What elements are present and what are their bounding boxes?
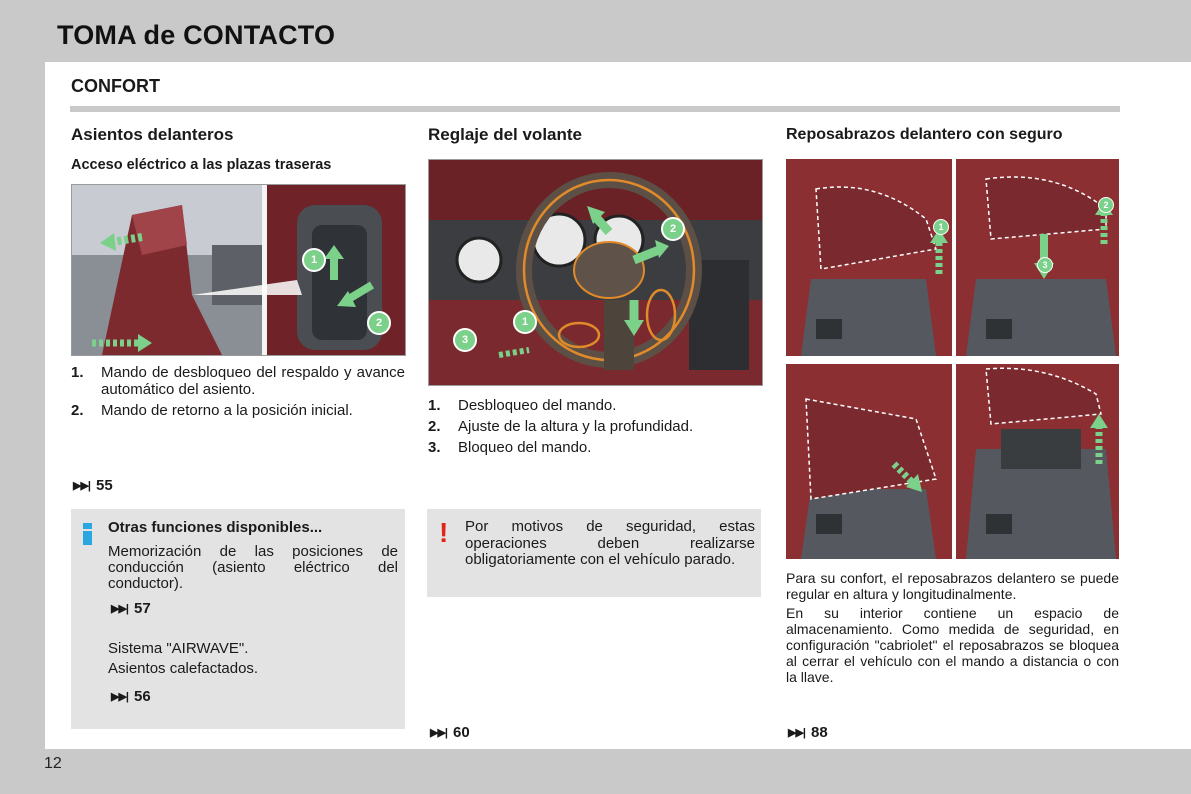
callout-2: 2 bbox=[1098, 197, 1114, 213]
fast-forward-icon: ▶▶| bbox=[73, 480, 90, 492]
section-divider bbox=[70, 106, 1120, 112]
seats-subheading: Acceso eléctrico a las plazas traseras bbox=[71, 157, 332, 173]
callout-1: 1 bbox=[513, 310, 537, 334]
steering-photo bbox=[428, 159, 763, 386]
armrest-illustration bbox=[786, 159, 1119, 559]
armrest-photo-grid bbox=[786, 159, 1119, 559]
info-line-heated-seats: Asientos calefactados. bbox=[108, 660, 259, 677]
steering-illustration bbox=[429, 160, 762, 385]
list-item: 2. Mando de retorno a la posición inicial. bbox=[71, 402, 353, 419]
armrest-heading: Reposabrazos delantero con seguro bbox=[786, 126, 1063, 143]
page-title: TOMA de CONTACTO bbox=[57, 20, 336, 50]
seat-photo bbox=[71, 184, 406, 356]
info-icon bbox=[83, 523, 93, 545]
section-title: CONFORT bbox=[71, 76, 160, 96]
warning-box bbox=[427, 509, 761, 597]
info-line-airwave: Sistema "AIRWAVE". bbox=[108, 640, 249, 657]
callout-2: 2 bbox=[367, 311, 391, 335]
callout-1: 1 bbox=[302, 248, 326, 272]
fast-forward-icon: ▶▶| bbox=[111, 603, 128, 615]
info-text: Memorización de las posiciones de conducción (asiento eléctrico del conductor). bbox=[108, 543, 398, 592]
page-number: 12 bbox=[44, 755, 62, 772]
seats-page-ref[interactable]: ▶▶| 55 bbox=[73, 477, 113, 494]
callout-2: 2 bbox=[661, 217, 685, 241]
steering-heading: Reglaje del volante bbox=[428, 125, 582, 144]
list-item: 1. Desbloqueo del mando. bbox=[428, 397, 617, 414]
warning-text: Por motivos de seguridad, estas operaciones deben realizarse obligatoriamente con el vehículo parado. bbox=[465, 518, 755, 568]
fast-forward-icon: ▶▶| bbox=[111, 691, 128, 703]
callout-3: 3 bbox=[1037, 257, 1053, 273]
list-item: 2. Ajuste de la altura y la profundidad. bbox=[428, 418, 694, 435]
info-page-ref-2[interactable]: ▶▶| 56 bbox=[111, 688, 151, 705]
callout-3: 3 bbox=[453, 328, 477, 352]
armrest-paragraph-1: Para su confort, el reposabrazos delantero se puede regular en altura y longitudinalmente. bbox=[786, 570, 1119, 602]
callout-1: 1 bbox=[933, 219, 949, 235]
seat-illustration bbox=[72, 185, 405, 355]
seats-list bbox=[71, 364, 405, 423]
armrest-paragraph-2: En su interior contiene un espacio de almacenamiento. Como medida de seguridad, en configuración "cabriolet" el reposabrazos se bloquea al cerrar el vehículo con el mando a distancia o con la llave. bbox=[786, 605, 1119, 685]
info-box bbox=[71, 509, 405, 729]
page-header bbox=[0, 0, 1191, 62]
info-title: Otras funciones disponibles... bbox=[108, 519, 323, 536]
armrest-page-ref[interactable]: ▶▶| 88 bbox=[788, 724, 828, 741]
steering-list bbox=[428, 397, 762, 460]
fast-forward-icon: ▶▶| bbox=[430, 727, 447, 739]
list-item: 1. Mando de desbloqueo del respaldo y avance automático del asiento. bbox=[71, 364, 405, 398]
info-page-ref-1[interactable]: ▶▶| 57 bbox=[111, 600, 151, 617]
list-item: 3. Bloqueo del mando. bbox=[428, 439, 592, 456]
exclamation-icon: ! bbox=[439, 517, 449, 548]
seats-heading: Asientos delanteros bbox=[71, 125, 234, 144]
steering-page-ref[interactable]: ▶▶| 60 bbox=[430, 724, 470, 741]
fast-forward-icon: ▶▶| bbox=[788, 727, 805, 739]
